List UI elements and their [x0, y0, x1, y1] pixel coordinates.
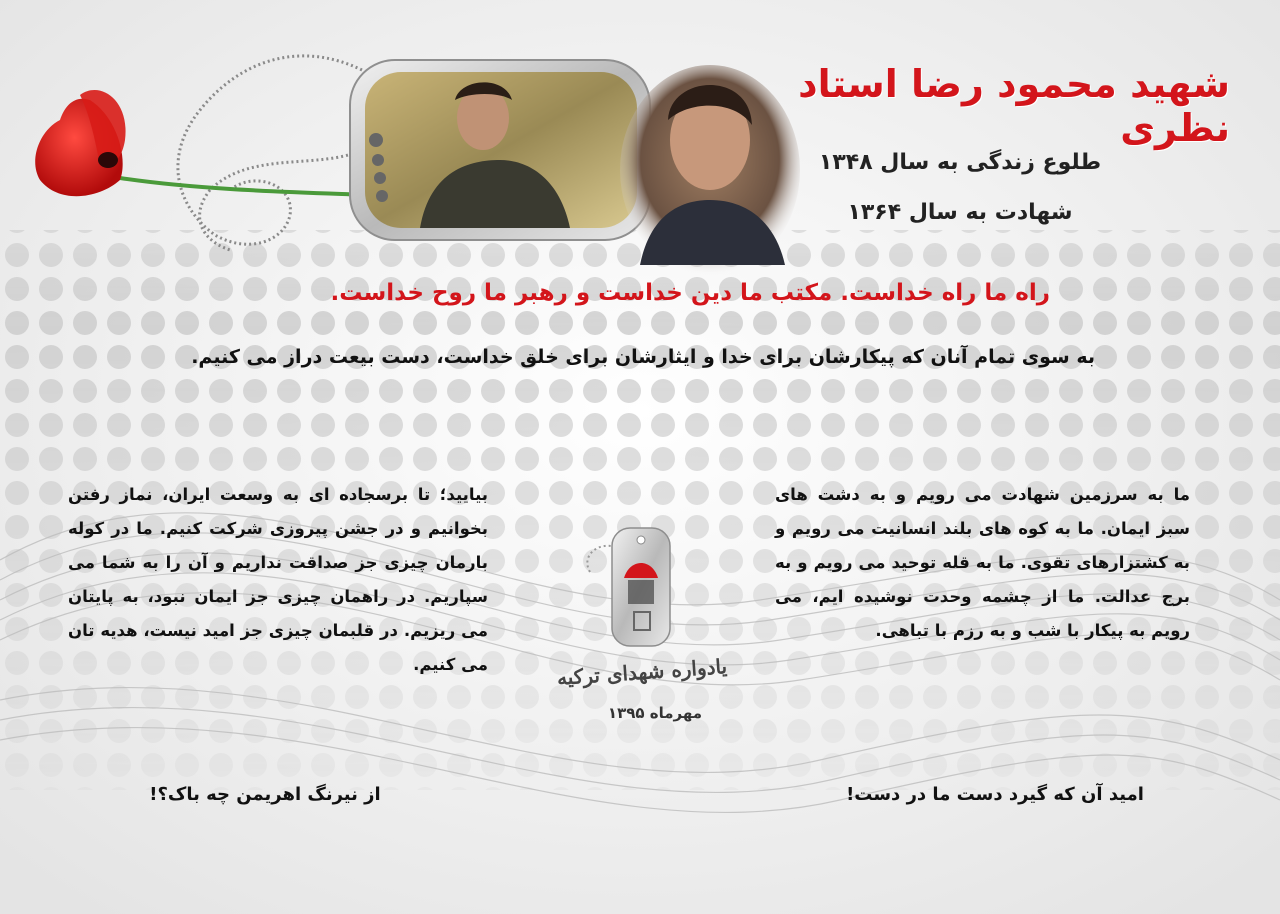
birth-year: طلوع زندگی به سال ۱۳۴۸ [818, 150, 1102, 175]
footer-left: از نیرنگ اهریمن چه باک؟! [149, 784, 381, 805]
paragraph-left: بیایید؛ تا برسجاده ای به وسعت ایران، نماز رفتن بخوانیم و در جشن پیروزی شرکت کنیم. ما در کوله بارمان چیزی جز صداقت نداریم و آن را به شما می سپاریم. در راهمان چیزی جز ایمان نبود، به پایتان می ریزیم. در قلبمان چیزی جز امید نیست، هدیه تان می کنیم. [68, 485, 488, 674]
pledge: به سوی تمام آنان که پیکارشان برای خدا و ایثارشان برای خلق خداست، دست بیعت دراز می کنیم. [191, 346, 1095, 368]
martyrdom-year: شهادت به سال ۱۳۶۴ [847, 200, 1073, 225]
paragraph-right: ما به سرزمین شهادت می رویم و به دشت های سبز ایمان. ما به کوه های بلند انسانیت می رویم و به کشتزارهای تقوی. ما به قله توحید می رویم و به برج عدالت. ما از چشمه وحدت نوشیده ایم، می رویم به پیکار با شب و به رزم با تباهی. [775, 485, 1190, 640]
emblem-date: مهرماه ۱۳۹۵ [607, 704, 703, 722]
dog-tag-photo [350, 60, 650, 240]
footer-right: امید آن که گیرد دست ما در دست! [846, 784, 1144, 805]
emblem-caption: یادواره شهدای ترکیه [556, 654, 728, 690]
slogan: راه ما راه خداست. مکتب ما دین خداست و رهبر ما روح خداست. [330, 280, 1050, 306]
martyr-name: شهید محمود رضا استاد نظری [798, 62, 1230, 150]
